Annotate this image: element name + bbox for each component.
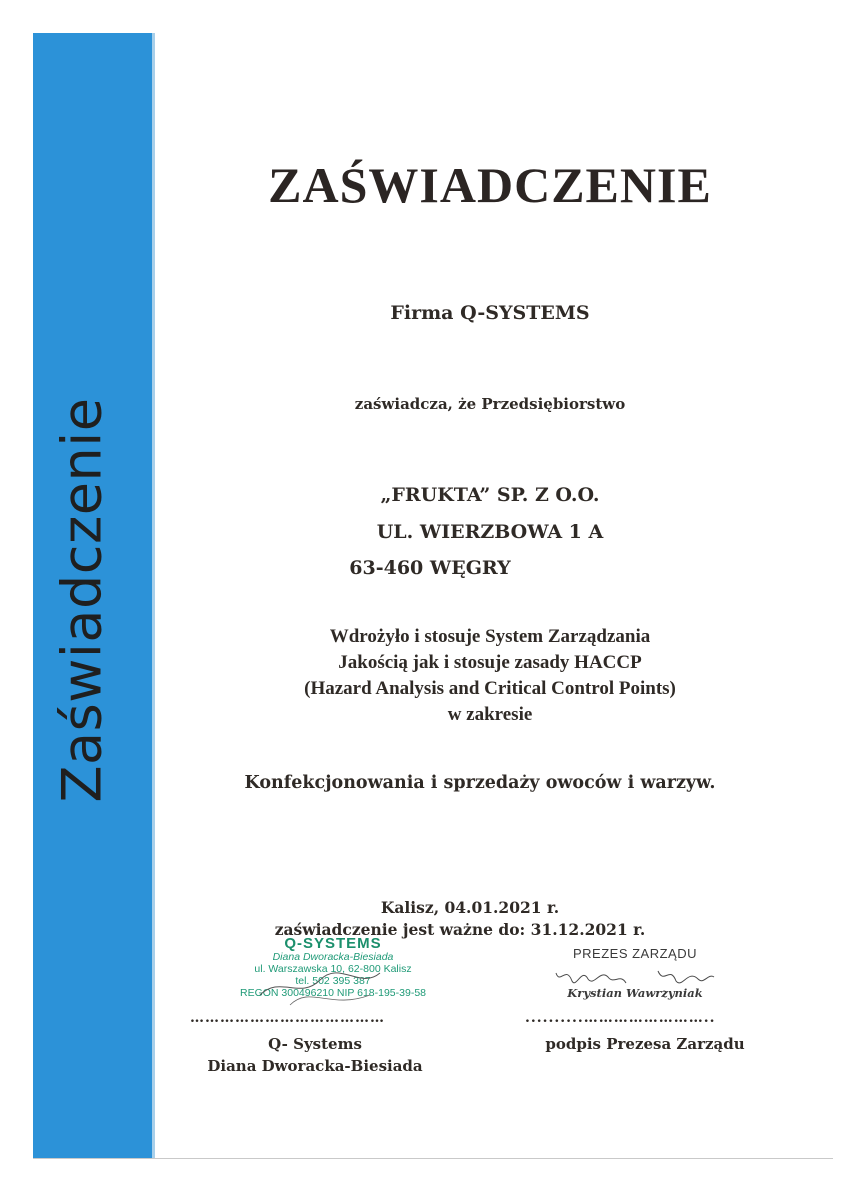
president-name: Krystian Wawrzyniak [567,986,703,1000]
bottom-border [33,1158,833,1159]
signature-line-right: ..........…………………….. [525,1010,716,1026]
scope-text [210,624,770,728]
company-street: UL. WIERZBOWA 1 A [376,521,604,543]
handwritten-signature-left [250,955,400,1015]
sidebar-edge [152,33,155,1158]
vertical-title: Zaświadczenie [50,397,114,803]
validity-date: zaświadczenie jest ważne do: 31.12.2021 r. [274,920,646,939]
scope-line: Wdrożyło i stosuje System Zarządzania [329,626,651,647]
president-title: PREZES ZARZĄDU [572,946,697,961]
scope-line: Jakością jak i stosuje zasady HACCP [338,652,642,673]
company-city: 63-460 WĘGRY [349,557,511,579]
stamp-phone: tel. 502 395 387 [295,975,371,987]
issuer-name: Firma Q-SYSTEMS [390,302,590,324]
stamp-name: Q-SYSTEMS [284,935,382,952]
signature-line-left: ………………………………… [190,1010,385,1026]
left-signature-name: Diana Dworacka-Biesiada [207,1057,423,1075]
place-date: Kalisz, 04.01.2021 r. [380,898,560,917]
scope-line: w zakresie [447,704,533,725]
certificate-title: ZAŚWIADCZENIE [268,157,712,213]
activity-text: Konfekcjonowania i sprzedaży owoców i warzyw. [244,773,716,793]
company-name: „FRUKTA” SP. Z O.O. [380,484,600,506]
stamp-address: ul. Warszawska 10, 62-800 Kalisz [254,963,412,975]
left-signature-label: Q- Systems [268,1035,362,1053]
right-signature-label: podpis Prezesa Zarządu [545,1035,745,1053]
handwritten-signature-right [548,955,728,995]
stamp-ids: REGON 300496210 NIP 618-195-39-58 [239,987,426,999]
stamp-person: Diana Dworacka-Biesiada [272,951,394,963]
scope-line: (Hazard Analysis and Critical Control Points) [304,678,676,699]
certifies-text: zaświadcza, że Przedsiębiorstwo [354,395,626,413]
